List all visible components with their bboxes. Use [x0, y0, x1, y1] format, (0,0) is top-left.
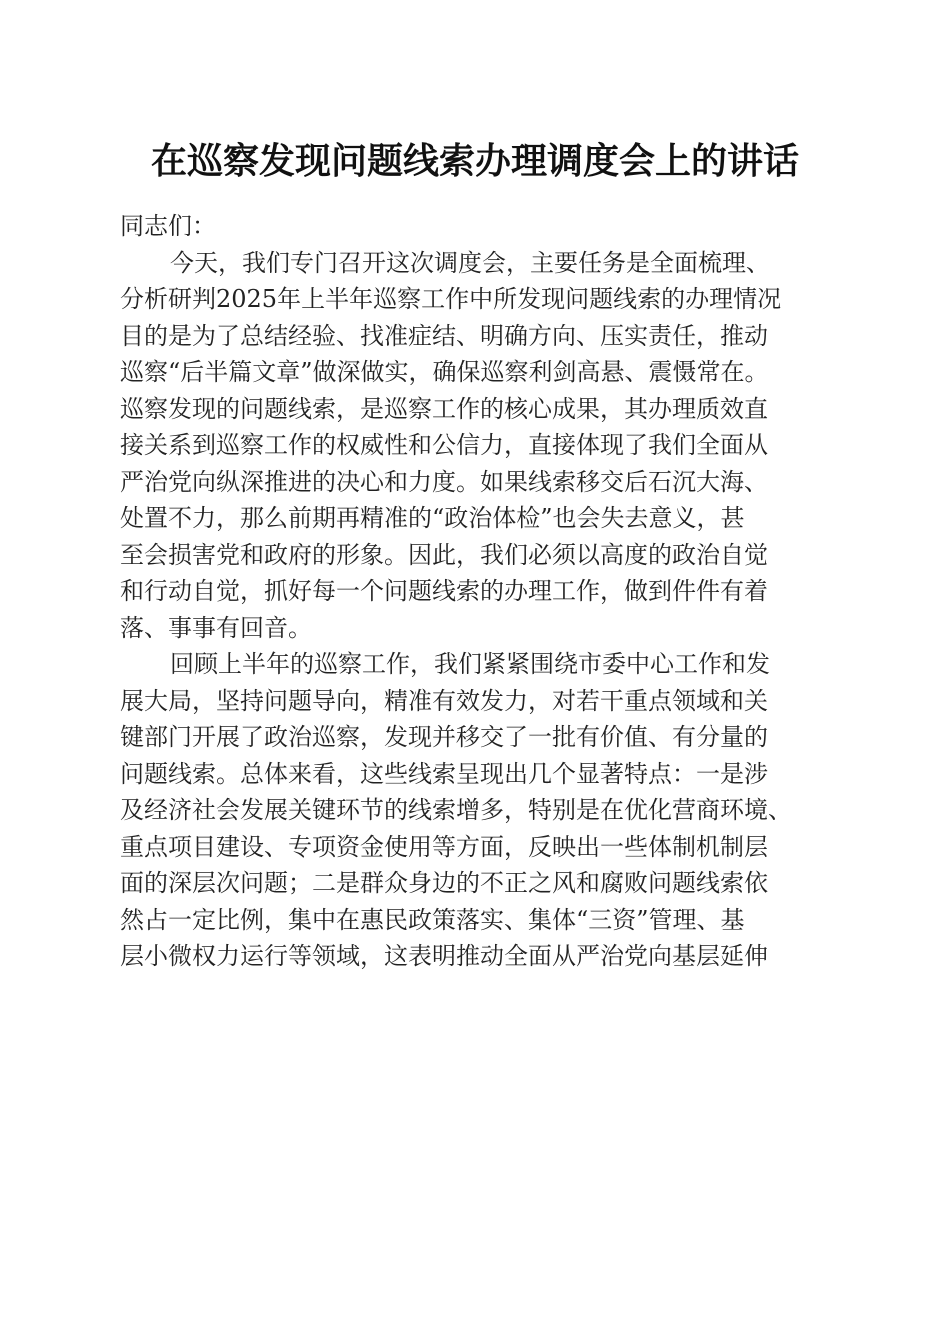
paragraph-line: 回顾上半年的巡察工作，我们紧紧围绕市委中心工作和发 [170, 650, 770, 678]
paragraph-line: 层小微权力运行等领域，这表明推动全面从严治党向基层延伸 [120, 942, 768, 970]
paragraph-line: 目的是为了总结经验、找准症结、明确方向、压实责任，推动 [120, 321, 768, 350]
paragraph-line: 问题线索。总体来看，这些线索呈现出几个显著特点：一是涉 [120, 759, 768, 788]
document-body [120, 208, 830, 975]
paragraph-line: 及经济社会发展关键环节的线索增多，特别是在优化营商环境、 [120, 796, 792, 824]
paragraph-line: 严治党向纵深推进的决心和力度。如果线索移交后石沉大海、 [120, 467, 768, 496]
document-title: 在巡察发现问题线索办理调度会上的讲话 [150, 140, 799, 182]
paragraph-line: 重点项目建设、专项资金使用等方面，反映出一些体制机制层 [120, 832, 768, 861]
paragraph-line: 至会损害党和政府的形象。因此，我们必须以高度的政治自觉 [120, 540, 768, 569]
paragraph-line: 键部门开展了政治巡察，发现并移交了一批有价值、有分量的 [120, 723, 768, 751]
paragraph-1 [120, 245, 830, 647]
paragraph-line: 和行动自觉，抓好每一个问题线索的办理工作，做到件件有着 [120, 577, 768, 605]
paragraph-line: 处置不力，那么前期再精准的“政治体检”也会失去意义，甚 [120, 504, 745, 532]
paragraph-line: 今天，我们专门召开这次调度会，主要任务是全面梳理、 [170, 248, 770, 277]
paragraph-line: 分析研判2025年上半年巡察工作中所发现问题线索的办理情况 [120, 285, 782, 313]
paragraph-line: 巡察发现的问题线索，是巡察工作的核心成果，其办理质效直 [120, 394, 768, 423]
paragraph-line: 面的深层次问题；二是群众身边的不正之风和腐败问题线索依 [120, 869, 768, 897]
salutation: 同志们： [120, 212, 216, 240]
paragraph-line: 落、事事有回音。 [120, 613, 312, 642]
paragraph-line: 巡察“后半篇文章”做深做实，确保巡察利剑高悬、震慑常在。 [120, 358, 769, 386]
paragraph-line: 展大局，坚持问题导向，精准有效发力，对若干重点领域和关 [120, 686, 768, 715]
paragraph-line: 接关系到巡察工作的权威性和公信力，直接体现了我们全面从 [120, 431, 768, 459]
paragraph-line: 然占一定比例，集中在惠民政策落实、集体“三资”管理、基 [120, 905, 745, 934]
paragraph-2 [120, 646, 830, 975]
